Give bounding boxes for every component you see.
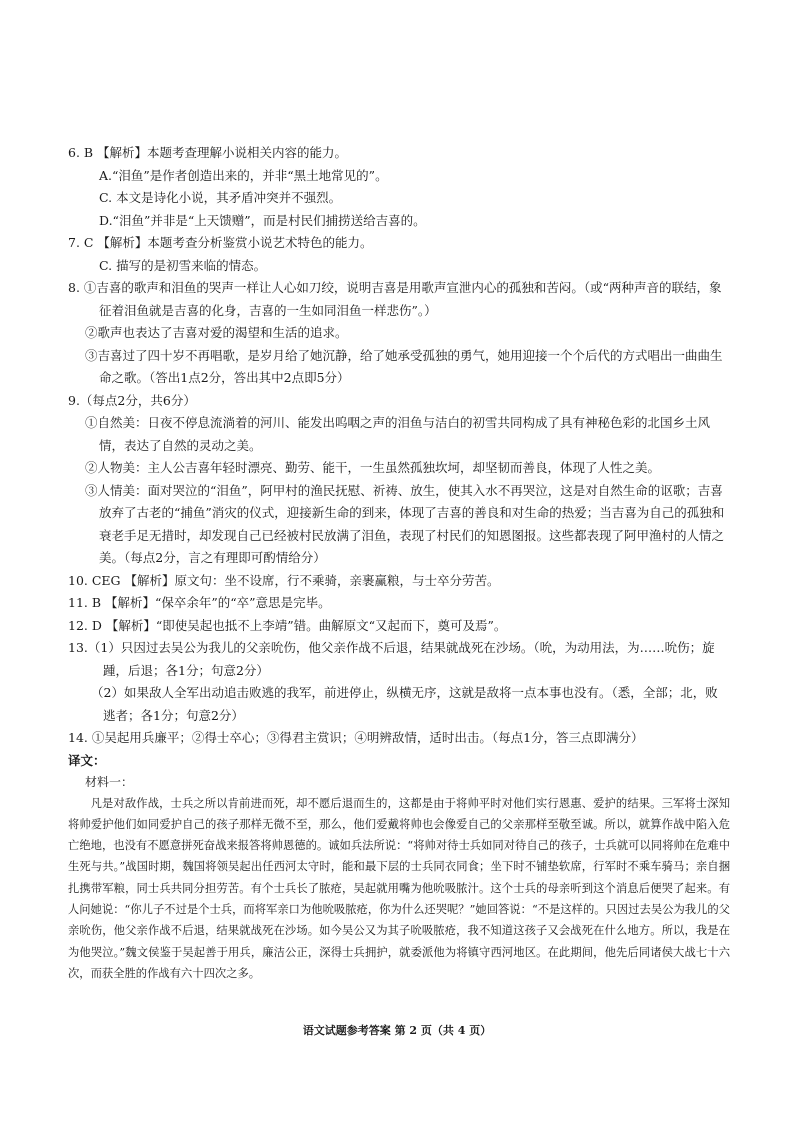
answer-line: 9.（每点2分，共6分） <box>68 392 196 408</box>
answer-line: 8. ①吉喜的歌声和泪鱼的哭声一样让人心如刀绞，说明吉喜是用歌声宣泄内心的孤独和苦闷。（或“两种声音的联结，象征着泪鱼就是吉喜的化身，吉喜的一生如同泪鱼一样悲伤”。） <box>68 280 722 318</box>
answer-line: 7. C 【解析】本题考查分析鉴赏小说艺术特色的能力。 <box>68 235 373 250</box>
page-footer: 语文试题参考答案 第 2 页（共 4 页） <box>302 1024 492 1037</box>
answer-line: 12. D 【解析】“即使吴起也抵不上李靖”错。曲解原文“又起而下，奠可及焉”。 <box>68 617 507 633</box>
answer-line: 13.（1）只因过去吴公为我儿的父亲吮伤，他父亲作战不后退，结果就战死在沙场。（吮，为动用法，为……吮伤；旋踵，后退；各1分；句意2分） <box>68 640 715 678</box>
answer-line: 6. B 【解析】本题考查理解小说相关内容的能力。 <box>68 145 348 160</box>
answer-line: A.“泪鱼”是作者创造出来的，并非“黑土地常见的”。 <box>99 167 388 183</box>
answer-line: 14. ①吴起用兵廉平；②得士卒心；③得君主赏识；④明辨敌情，适时出击。（每点1分，答三点即满分） <box>68 730 644 745</box>
translation-section <box>68 750 730 985</box>
answer-line: 10. CEG 【解析】原文句：坐不设席，行不乘骑，亲裹赢粮，与士卒分劳苦。 <box>68 572 500 588</box>
answer-line: ③吉喜过了四十岁不再唱歌，是岁月给了她沉静，给了她承受孤独的勇气，她用迎接一个个后代的方式唱出一曲曲生命之歌。（答出1点2分，答出其中2点即5分） <box>85 347 723 385</box>
answer-line: ②人物美：主人公吉喜年轻时漂亮、勤劳、能干，一生虽然孤独坎坷，却坚韧而善良，体现了人性之美。 <box>85 460 661 475</box>
translation-paragraph: 凡是对敌作战，士兵之所以肯前进而死，却不愿后退而生的，这都是由于将帅平时对他们实行恩惠、爱护的结果。三军将士深知将帅爱护他们如同爱护自己的孩子那样无微不至，那么，他们爱戴将帅也会像爱自己的父亲那样至敬至诚。所以，就算作战中陷入危亡绝地，也没有不愿意拼死奋战来报答将帅恩德的。诚如兵法所说：“将帅对待士兵如同对待自己的孩子，士兵就可以同将帅在危难中生死与共。”战国时期，魏国将领吴起出任西河太守时，能和最下层的士兵同衣同食；坐下时不铺垫软席，行军时不乘车骑马；亲自捆扎携带军粮，同士兵共同分担劳苦。有个士兵长了脓疮，吴起就用嘴为他吮吸脓汁。这个士兵的母亲听到这个消息后便哭了起来。有人问她说：“你儿子不过是个士兵，而将军亲口为他吮吸脓疮，你为什么还哭呢？”她回答说：“不是这样的。只因过去吴公为我儿的父亲吮伤，他父亲作战不后退，结果就战死在沙场。如今吴公又为其子吮吸脓疮，我不知道这孩子又会战死在什么地方。所以，我是在为他哭泣。”魏文侯鉴于吴起善于用兵，廉洁公正，深得士兵拥护，就委派他为将镇守西河地区。在此期间，他先后同诸侯大战七十六次，而获全胜的作战有六十四次之多。 <box>68 796 730 980</box>
answer-line: ②歌声也表达了吉喜对爱的渴望和生活的追求。 <box>85 325 348 340</box>
material-label: 材料一： <box>85 774 134 789</box>
answer-line: D.“泪鱼”并非是“上天馈赠”，而是村民们捕捞送给吉喜的。 <box>99 212 426 228</box>
translation-heading: 译文： <box>68 752 106 768</box>
answer-line: 11. B 【解析】“保卒余年”的“卒”意思是完毕。 <box>68 595 331 610</box>
answer-sheet <box>68 142 730 984</box>
answer-line: （2）如果敌人全军出动追击败逃的我军，前进停止，纵横无序，这就是敌将一点本事也没有。（悉，全部；北，败逃者；各1分；句意2分） <box>91 685 718 723</box>
answer-list <box>68 142 730 750</box>
answer-line: ③人情美：面对哭泣的“泪鱼”，阿甲村的渔民抚慰、祈祷、放生，使其入水不再哭泣，这是对自然生命的讴歌；吉喜放弃了古老的“捕鱼”消灾的仪式，迎接新生命的到来，体现了吉喜的善良和对生命的热爱；当吉喜为自己的孤独和衰老手足无措时，却发现自己已经被村民放满了泪鱼，表现了村民们的知恩图报。这些都表现了阿甲渔村的人情之美。（每点2分，言之有理即可酌情给分） <box>85 482 725 565</box>
answer-line: ①自然美：日夜不停息流淌着的河川、能发出呜咽之声的泪鱼与洁白的初雪共同构成了具有神秘色彩的北国乡土风情，表达了自然的灵动之美。 <box>85 415 711 453</box>
answer-line: C. 本文是诗化小说，其矛盾冲突并不强烈。 <box>99 190 342 205</box>
answer-line: C. 描写的是初雪来临的情态。 <box>99 257 267 273</box>
